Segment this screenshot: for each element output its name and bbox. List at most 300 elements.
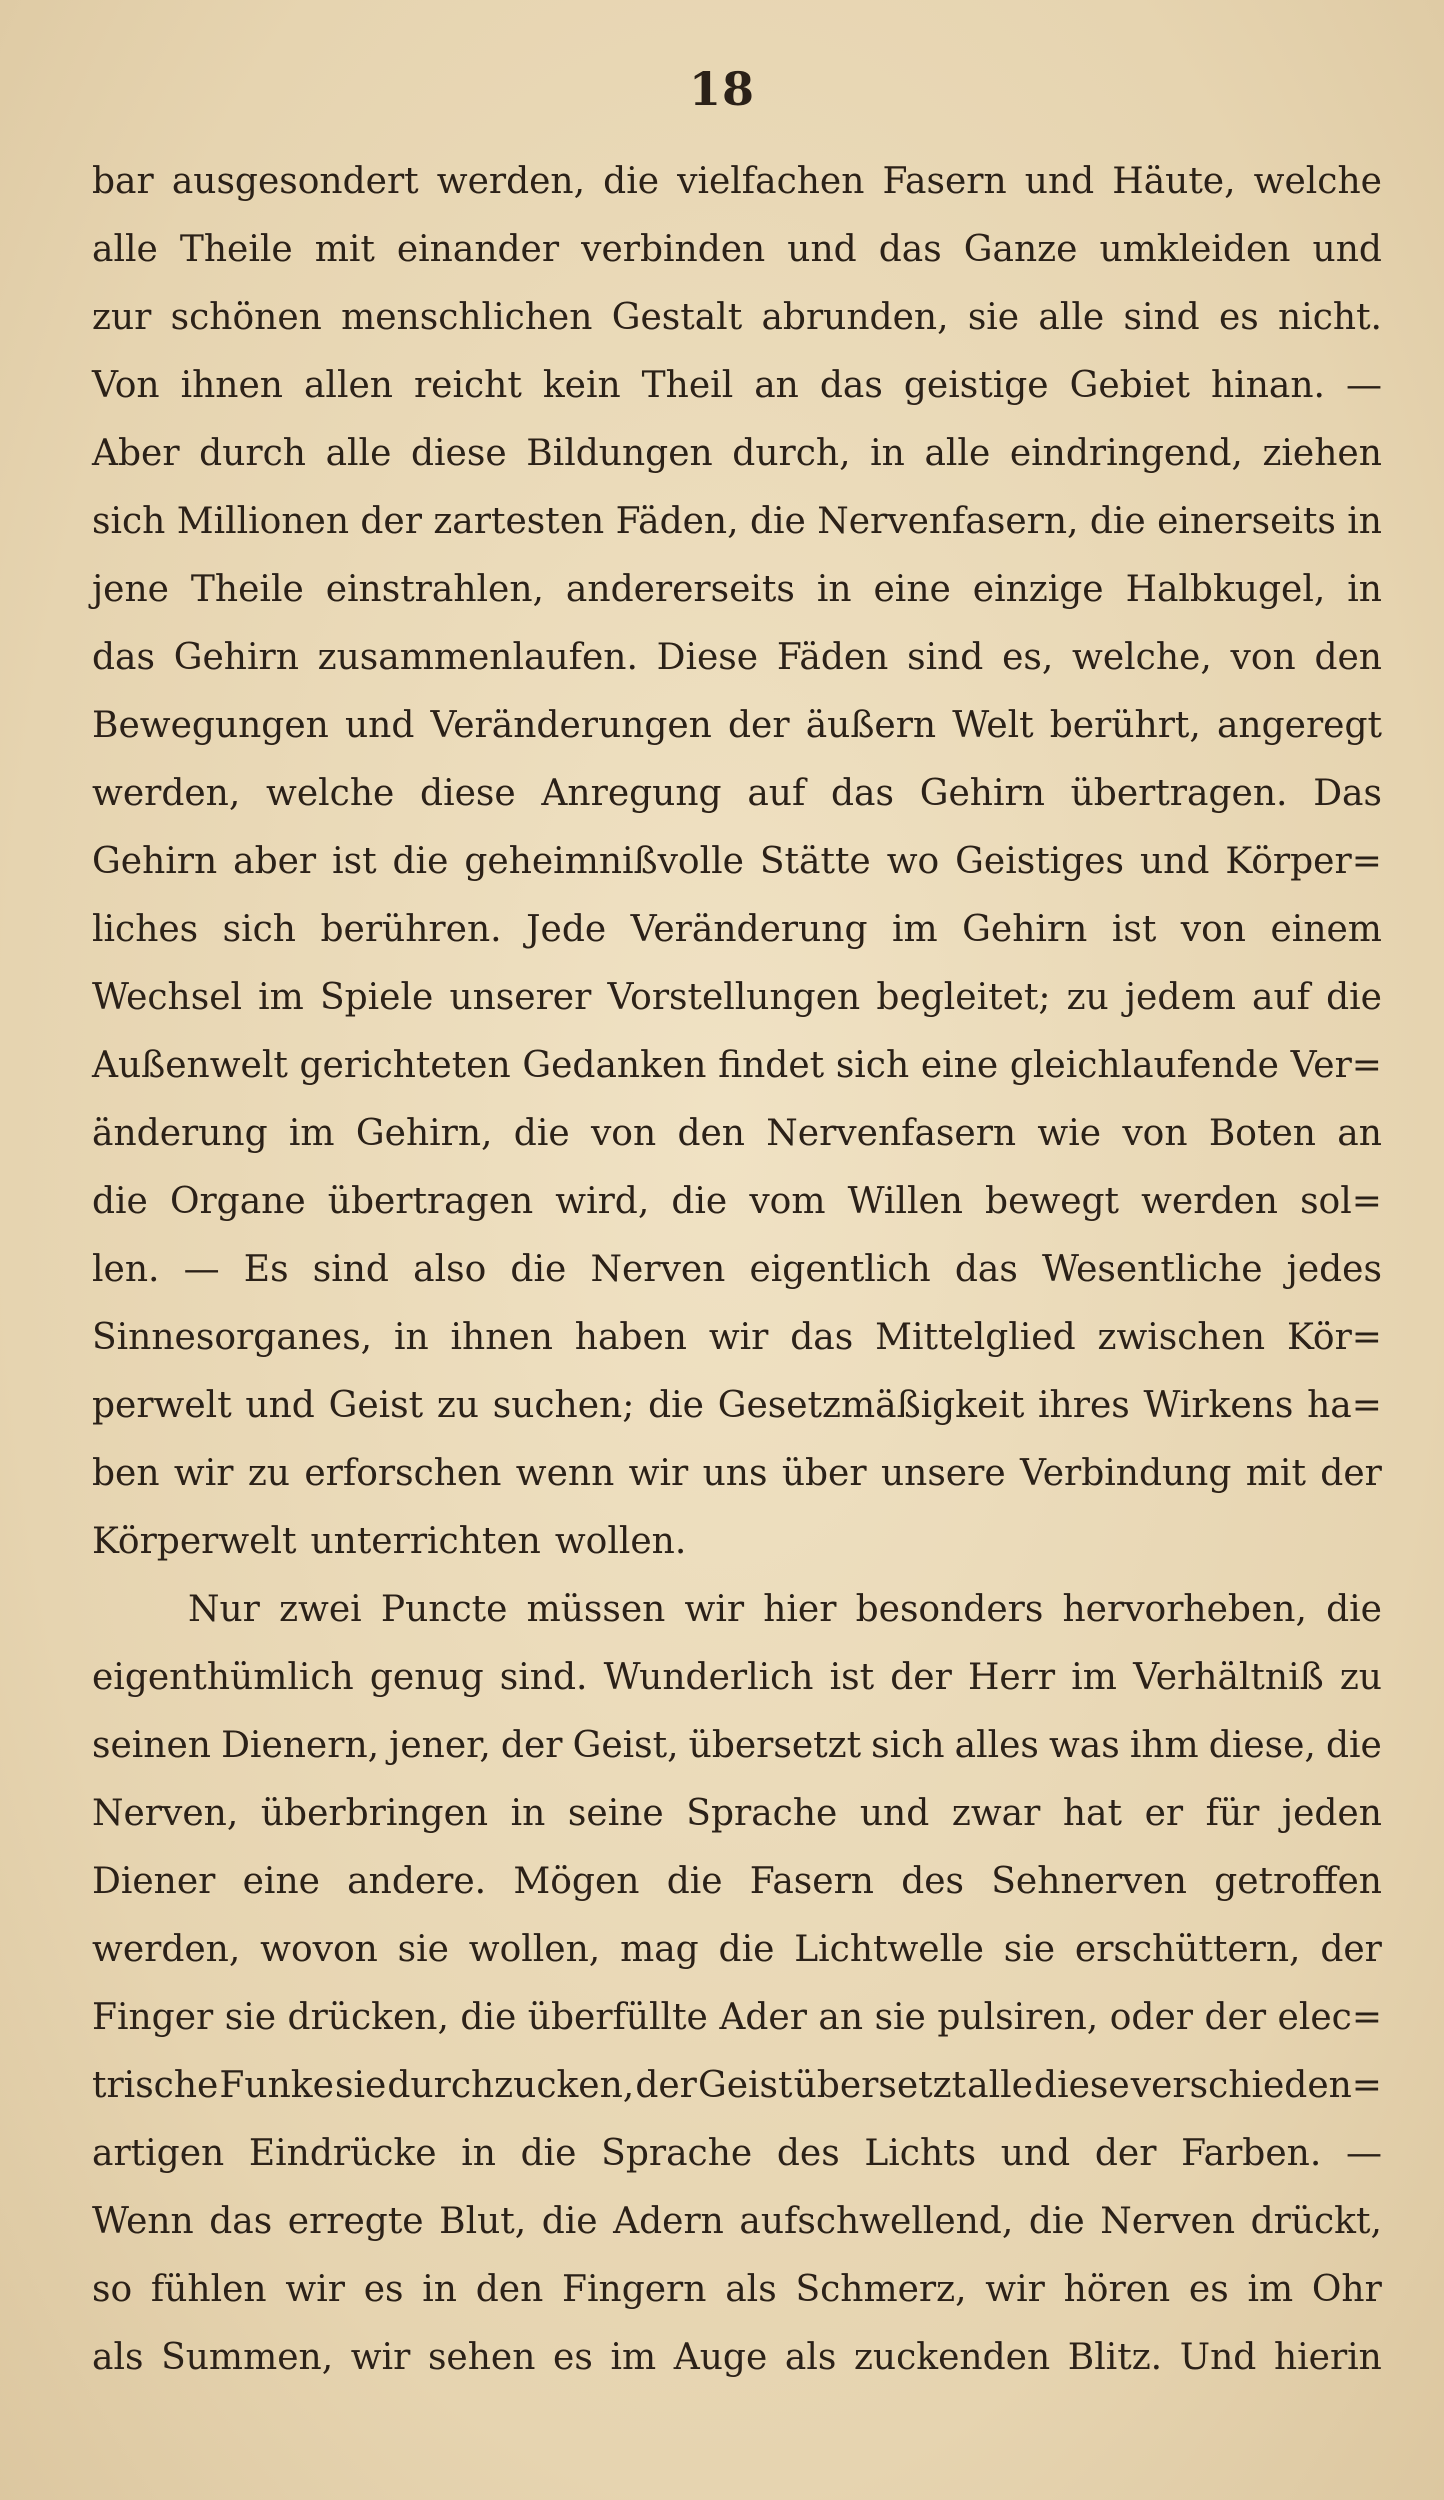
word: Boten xyxy=(1208,1113,1316,1154)
word: im xyxy=(1071,1657,1117,1698)
word: einstrahlen, xyxy=(325,569,544,610)
word: der xyxy=(890,1657,952,1698)
word: die xyxy=(513,1113,570,1154)
word: sie xyxy=(224,1997,277,2038)
text-line xyxy=(92,828,1382,896)
text-line xyxy=(92,1100,1382,1168)
word: und xyxy=(1312,229,1382,270)
word: berühren. xyxy=(320,909,502,950)
word: Diener xyxy=(92,1861,216,1902)
word: Körperwelt xyxy=(92,1521,297,1562)
word: unterrichten xyxy=(310,1521,541,1562)
word: Verhältniß xyxy=(1133,1657,1324,1698)
word: zwar xyxy=(951,1793,1041,1834)
word: hinan. xyxy=(1211,365,1325,406)
word: vielfachen xyxy=(677,161,865,202)
word: allen xyxy=(303,365,393,406)
word: Millionen xyxy=(176,501,349,542)
word: eindringend, xyxy=(1009,433,1243,474)
word: reicht xyxy=(413,365,522,406)
word: jeden xyxy=(1281,1793,1382,1834)
word: Häute, xyxy=(1112,161,1236,202)
word: im xyxy=(1247,2269,1294,2310)
word: Mittelglied xyxy=(875,1317,1076,1358)
word: vom xyxy=(749,1181,826,1222)
word: bewegt xyxy=(985,1181,1120,1222)
word: erregte xyxy=(287,2201,424,2242)
word: von xyxy=(1180,909,1246,950)
word: Herr xyxy=(967,1657,1056,1698)
word: das xyxy=(831,773,894,814)
word: liches xyxy=(92,909,199,950)
word: besonders xyxy=(855,1589,1044,1630)
word: diese xyxy=(1034,2065,1130,2106)
word: seinen xyxy=(92,1725,211,1766)
word: oder xyxy=(1109,1997,1193,2038)
word: in xyxy=(461,2133,496,2174)
word: Funke xyxy=(219,2065,334,2106)
word: mit xyxy=(314,229,375,270)
word: Ganze xyxy=(963,229,1078,270)
word: Es xyxy=(243,1249,289,1290)
word: das xyxy=(819,365,883,406)
word: von xyxy=(1230,637,1296,678)
word: eigenthümlich xyxy=(92,1657,354,1698)
word: Adern xyxy=(613,2201,724,2242)
word: es, xyxy=(1002,637,1054,678)
word: jedes xyxy=(1286,1249,1382,1290)
word: die xyxy=(749,501,806,542)
word: unsere xyxy=(880,1453,1006,1494)
word: sol= xyxy=(1300,1181,1382,1222)
word: Sinnesorganes, xyxy=(92,1317,373,1358)
page-number: 18 xyxy=(688,62,755,116)
word: Das xyxy=(1313,773,1382,814)
word: wo xyxy=(886,841,940,882)
text-line xyxy=(92,1032,1382,1100)
word: Geistiges xyxy=(955,841,1124,882)
word: übersetzt xyxy=(688,1725,862,1766)
word: einander xyxy=(396,229,560,270)
text-line xyxy=(92,1984,1382,2052)
word: die xyxy=(671,1181,728,1222)
word: Willen xyxy=(847,1181,963,1222)
word: es xyxy=(363,2269,404,2310)
word: änderung xyxy=(92,1113,268,1154)
word: sind xyxy=(907,637,984,678)
word: Mögen xyxy=(513,1861,640,1902)
word: durch, xyxy=(732,433,851,474)
text-line xyxy=(92,1372,1382,1440)
word: zu xyxy=(1339,1657,1382,1698)
text-line xyxy=(92,352,1382,420)
word: als xyxy=(92,2337,144,2378)
word: Bildungen xyxy=(526,433,713,474)
word: das xyxy=(209,2201,273,2242)
word: eine xyxy=(242,1861,320,1902)
word: die xyxy=(541,2201,598,2242)
word: die xyxy=(603,161,660,202)
word: Auge xyxy=(673,2337,768,2378)
word: die xyxy=(718,1929,775,1970)
word: Wunderlich xyxy=(603,1657,814,1698)
word: auf xyxy=(747,773,806,814)
word: für xyxy=(1205,1793,1260,1834)
word: es xyxy=(1218,297,1259,338)
word: Gehirn xyxy=(92,841,218,882)
word: uns xyxy=(702,1453,768,1494)
word: suchen; xyxy=(492,1385,635,1426)
word: jedem xyxy=(1124,977,1236,1018)
word: Blitz. xyxy=(1067,2337,1163,2378)
word: hören xyxy=(1063,2269,1171,2310)
word: in xyxy=(1347,501,1382,542)
word: alles xyxy=(954,1725,1039,1766)
word: wir xyxy=(350,2337,411,2378)
text-line xyxy=(92,420,1382,488)
word: diese xyxy=(410,433,507,474)
word: bar xyxy=(92,161,154,202)
word: einem xyxy=(1270,909,1382,950)
word: der xyxy=(500,1725,563,1766)
word: den xyxy=(677,1113,745,1154)
word: schönen xyxy=(170,297,322,338)
word: aufschwellend, xyxy=(739,2201,1014,2242)
word: Aber xyxy=(92,433,180,474)
text-line xyxy=(92,2324,1382,2392)
word: diese, xyxy=(1208,1725,1316,1766)
word: und xyxy=(1024,161,1095,202)
text-line xyxy=(92,624,1382,692)
word: Jede xyxy=(526,909,607,950)
word: ihnen xyxy=(450,1317,553,1358)
word: — xyxy=(1345,2133,1382,2174)
word: Fingern xyxy=(562,2269,707,2310)
word: Von xyxy=(92,365,160,406)
word: in xyxy=(422,2269,457,2310)
text-line xyxy=(92,2188,1382,2256)
word: verbinden xyxy=(581,229,766,270)
word: den xyxy=(475,2269,544,2310)
text-line xyxy=(92,1780,1382,1848)
word: wir xyxy=(628,1453,689,1494)
word: auf xyxy=(1251,977,1310,1018)
word: einerseits xyxy=(1157,501,1336,542)
word: hierin xyxy=(1273,2337,1382,2378)
body-text xyxy=(92,148,1382,2392)
word: ihnen xyxy=(180,365,283,406)
word: von xyxy=(590,1113,657,1154)
word: werden, xyxy=(92,773,241,814)
word: überbringen xyxy=(260,1793,489,1834)
word: umkleiden xyxy=(1099,229,1291,270)
word: und xyxy=(1000,2133,1071,2174)
word: das xyxy=(92,637,155,678)
word: die xyxy=(520,2133,577,2174)
word: sich xyxy=(835,1045,910,1086)
word: erschüttern, xyxy=(1074,1929,1301,1970)
text-line xyxy=(92,284,1382,352)
word: die xyxy=(392,841,449,882)
text-line xyxy=(92,148,1382,216)
word: Gehirn xyxy=(919,773,1045,814)
word: der xyxy=(1320,1929,1382,1970)
word: Dienern, xyxy=(221,1725,380,1766)
word: Theil xyxy=(641,365,734,406)
word: trische xyxy=(92,2065,219,2106)
word: im xyxy=(610,2337,657,2378)
word: Stätte xyxy=(759,841,871,882)
word: Farben. xyxy=(1181,2133,1322,2174)
word: haben xyxy=(574,1317,687,1358)
word: Organe xyxy=(169,1181,306,1222)
word: und xyxy=(1139,841,1210,882)
word: ist xyxy=(1111,909,1157,950)
word: Außenwelt xyxy=(92,1045,288,1086)
text-line xyxy=(92,692,1382,760)
word: Gehirn xyxy=(962,909,1088,950)
text-line xyxy=(92,1236,1382,1304)
word: Nerven, xyxy=(92,1793,239,1834)
word: jene xyxy=(92,569,169,610)
word: Fasern xyxy=(882,161,1007,202)
word: Geist, xyxy=(572,1725,679,1766)
word: zur xyxy=(92,297,152,338)
word: der xyxy=(1320,1453,1382,1494)
word: welche, xyxy=(1072,637,1212,678)
word: und xyxy=(245,1385,315,1426)
word: wollen, xyxy=(468,1929,601,1970)
word: über xyxy=(781,1453,867,1494)
word: Wenn xyxy=(92,2201,194,2242)
word: Veränderungen xyxy=(430,705,712,746)
word: ziehen xyxy=(1262,433,1382,474)
word: sich xyxy=(222,909,296,950)
text-line xyxy=(92,1508,1382,1576)
word: drückt, xyxy=(1250,2201,1382,2242)
word: wir xyxy=(173,1453,234,1494)
word: sie xyxy=(397,1929,449,1970)
word: welche xyxy=(266,773,395,814)
word: was xyxy=(1048,1725,1120,1766)
word: das xyxy=(790,1317,854,1358)
word: kein xyxy=(542,365,621,406)
word: wenn xyxy=(515,1453,615,1494)
word: des xyxy=(901,1861,965,1902)
word: Fäden xyxy=(776,637,889,678)
word: sich xyxy=(871,1725,945,1766)
text-line xyxy=(92,964,1382,1032)
word: wird, xyxy=(555,1181,650,1222)
word: menschlichen xyxy=(341,297,593,338)
word: Halbkugel, xyxy=(1125,569,1326,610)
word: zu xyxy=(1066,977,1109,1018)
word: die xyxy=(1326,977,1382,1018)
word: zwischen xyxy=(1097,1317,1266,1358)
word: begleitet; xyxy=(876,977,1051,1018)
word: seine xyxy=(567,1793,664,1834)
word: Finger xyxy=(92,1997,214,2038)
word: Geist xyxy=(697,2065,793,2106)
word: werden, xyxy=(92,1929,241,1970)
word: im xyxy=(258,977,304,1018)
word: angeregt xyxy=(1216,705,1382,746)
word: einzige xyxy=(972,569,1104,610)
word: die xyxy=(510,1249,567,1290)
text-line xyxy=(92,1848,1382,1916)
word: Lichtwelle xyxy=(794,1929,984,1970)
word: Ver= xyxy=(1290,1045,1382,1086)
word: welche xyxy=(1253,161,1382,202)
word: verschieden= xyxy=(1130,2065,1382,2106)
word: ist xyxy=(332,841,377,882)
word: so xyxy=(92,2269,133,2310)
text-line xyxy=(92,1440,1382,1508)
word: und xyxy=(859,1793,930,1834)
word: Anregung xyxy=(541,773,722,814)
word: sehen xyxy=(427,2337,536,2378)
word: eine xyxy=(873,569,951,610)
word: alle xyxy=(924,433,991,474)
word: jener, xyxy=(389,1725,491,1766)
word: wir xyxy=(285,2269,345,2310)
text-line xyxy=(92,1644,1382,1712)
word: Geist xyxy=(328,1385,424,1426)
word: Theile xyxy=(179,229,293,270)
word: Körper= xyxy=(1225,841,1382,882)
word: Summen, xyxy=(161,2337,334,2378)
word: Wesentliche xyxy=(1042,1249,1263,1290)
word: elec= xyxy=(1277,1997,1382,2038)
word: das xyxy=(878,229,942,270)
word: Diese xyxy=(656,637,759,678)
word: wovon xyxy=(260,1929,378,1970)
word: im xyxy=(892,909,938,950)
word: den xyxy=(1314,637,1382,678)
word: an xyxy=(1337,1113,1382,1154)
word: übertragen xyxy=(327,1181,534,1222)
word: diese xyxy=(420,773,516,814)
word: hervorheben, xyxy=(1062,1589,1307,1630)
word: Sprache xyxy=(686,1793,838,1834)
word: wir xyxy=(708,1317,769,1358)
word: zwei xyxy=(279,1589,362,1630)
word: erforschen xyxy=(304,1453,502,1494)
text-line xyxy=(92,1712,1382,1780)
word: len. xyxy=(92,1249,160,1290)
word: Nur xyxy=(188,1589,260,1630)
word: Nervenfasern xyxy=(766,1113,1017,1154)
text-line xyxy=(92,1168,1382,1236)
word: alle xyxy=(1038,297,1105,338)
word: hier xyxy=(763,1589,837,1630)
word: Bewegungen xyxy=(92,705,329,746)
word: andererseits xyxy=(565,569,795,610)
word: hat xyxy=(1062,1793,1122,1834)
word: im xyxy=(288,1113,335,1154)
word: wir xyxy=(684,1589,745,1630)
word: des xyxy=(776,2133,840,2174)
word: übersetzt xyxy=(793,2065,967,2106)
word: pulsiren, xyxy=(937,1997,1099,2038)
word: werden xyxy=(1141,1181,1278,1222)
word: äußern xyxy=(805,705,937,746)
word: überfüllte xyxy=(527,1997,708,2038)
word: Eindrücke xyxy=(248,2133,437,2174)
word: unserer xyxy=(449,977,592,1018)
text-line xyxy=(92,1916,1382,1984)
word: an xyxy=(754,365,799,406)
text-line xyxy=(92,896,1382,964)
word: Gedanken xyxy=(522,1045,707,1086)
word: Kör= xyxy=(1286,1317,1382,1358)
word: von xyxy=(1122,1113,1188,1154)
word: Gestalt xyxy=(611,297,743,338)
word: in xyxy=(816,569,852,610)
word: Nerven xyxy=(1100,2201,1236,2242)
word: Ohr xyxy=(1311,2269,1382,2310)
word: und xyxy=(787,229,857,270)
word: es xyxy=(553,2337,593,2378)
word: andere. xyxy=(347,1861,487,1902)
word: Wirkens xyxy=(1143,1385,1294,1426)
word: Gebiet xyxy=(1069,365,1190,406)
word: sie xyxy=(334,2065,387,2106)
word: das xyxy=(954,1249,1018,1290)
text-line xyxy=(92,760,1382,828)
word: gleichlaufende xyxy=(1009,1045,1279,1086)
text-line xyxy=(92,556,1382,624)
word: zu xyxy=(247,1453,290,1494)
word: aber xyxy=(233,841,317,882)
word: Fasern xyxy=(749,1861,874,1902)
word: in xyxy=(510,1793,546,1834)
word: wir xyxy=(985,2269,1045,2310)
word: sind. xyxy=(499,1657,588,1698)
word: Sprache xyxy=(601,2133,753,2174)
word: alle xyxy=(325,433,392,474)
word: eine xyxy=(920,1045,999,1086)
word: sie xyxy=(1003,1929,1056,1970)
word: geistige xyxy=(903,365,1049,406)
word: sind xyxy=(312,1249,389,1290)
word: nicht. xyxy=(1278,297,1382,338)
word: die xyxy=(460,1997,517,2038)
word: er xyxy=(1144,1793,1184,1834)
word: ha= xyxy=(1307,1385,1382,1426)
word: sie xyxy=(967,297,1020,338)
word: fühlen xyxy=(150,2269,267,2310)
word: übertragen. xyxy=(1070,773,1288,814)
word: zuckenden xyxy=(853,2337,1051,2378)
word: perwelt xyxy=(92,1385,232,1426)
text-line xyxy=(92,2052,1382,2120)
word: die xyxy=(92,1181,148,1222)
word: gerichteten xyxy=(299,1045,511,1086)
word: also xyxy=(413,1249,487,1290)
word: Fäden, xyxy=(615,501,739,542)
word: Gehirn xyxy=(173,637,299,678)
word: ihm xyxy=(1129,1725,1199,1766)
text-line xyxy=(92,2120,1382,2188)
word: berührt, xyxy=(1049,705,1201,746)
word: ausgesondert xyxy=(171,161,419,202)
word: Und xyxy=(1179,2337,1257,2378)
word: wollen. xyxy=(554,1521,687,1562)
word: der xyxy=(360,501,422,542)
word: — xyxy=(1346,365,1382,406)
word: Ader xyxy=(719,1997,807,2038)
